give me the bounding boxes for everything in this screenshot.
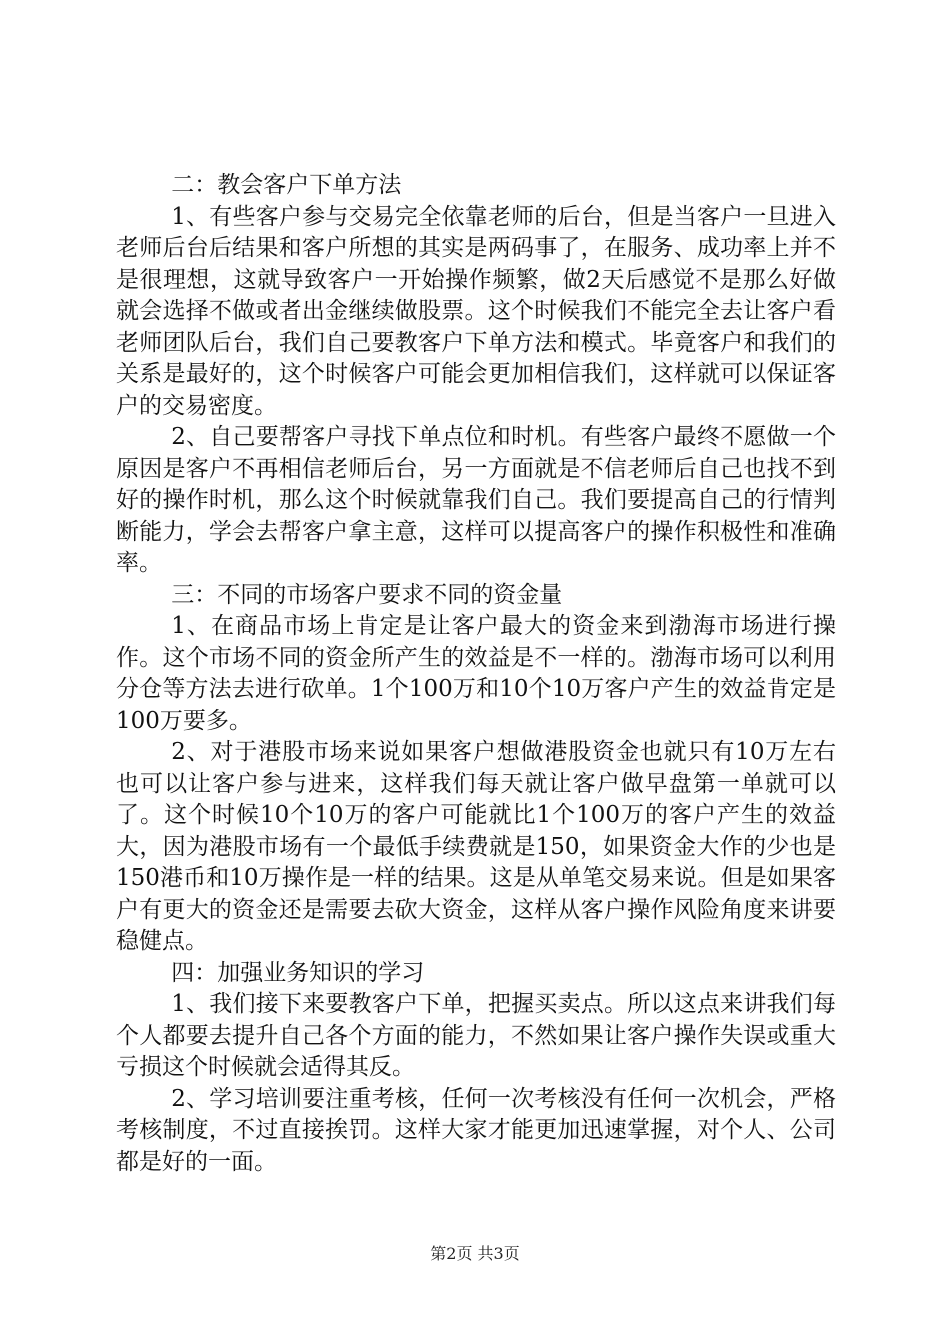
document-body: [116, 170, 836, 1178]
page-footer: 第2页 共3页: [430, 1244, 520, 1263]
paragraph: 1、在商品市场上肯定是让客户最大的资金来到渤海市场进行操作。这个市场不同的资金所产生的效益是不一样的。渤海市场可以利用分仓等方法去进行砍单。1个100万和10个10万客户产生的效益肯定是100万要多。: [116, 613, 836, 734]
section-heading: 二：教会客户下单方法: [171, 172, 402, 198]
paragraph: 2、对于港股市场来说如果客户想做港股资金也就只有10万左右也可以让客户参与进来，这样我们每天就让客户做早盘第一单就可以了。这个时候10个10万的客户可能就比1个100万的客户产生的效益大，因为港股市场有一个最低手续费就是150，如果资金大作的少也是150港币和10万操作是一样的结果。这是从单笔交易来说。但是如果客户有更大的资金还是需要去砍大资金，这样从客户操作风险角度来讲要稳健点。: [116, 739, 836, 954]
paragraph: 2、自己要帮客户寻找下单点位和时机。有些客户最终不愿做一个原因是客户不再相信老师后台，另一方面就是不信老师后自己也找不到好的操作时机，那么这个时候就靠我们自己。我们要提高自己的行情判断能力，学会去帮客户拿主意，这样可以提高客户的操作积极性和准确率。: [116, 424, 836, 576]
section-heading: 四：加强业务知识的学习: [171, 959, 425, 986]
paragraph: 2、学习培训要注重考核，任何一次考核没有任何一次机会，严格考核制度，不过直接挨罚。这样大家才能更加迅速掌握，对个人、公司都是好的一面。: [116, 1085, 836, 1175]
paragraph: 1、我们接下来要教客户下单，把握买卖点。所以这点来讲我们每个人都要去提升自己各个方面的能力，不然如果让客户操作失误或重大亏损这个时候就会适得其反。: [116, 991, 836, 1080]
section-heading: 三：不同的市场客户要求不同的资金量: [171, 581, 563, 608]
paragraph: 1、有些客户参与交易完全依靠老师的后台，但是当客户一旦进入老师后台后结果和客户所想的其实是两码事了，在服务、成功率上并不是很理想，这就导致客户一开始操作频繁，做2天后感觉不是那么好做就会选择不做或者出金继续做股票。这个时候我们不能完全去让客户看老师团队后台，我们自己要教客户下单方法和模式。毕竟客户和我们的关系是最好的，这个时候客户可能会更加相信我们，这样就可以保证客户的交易密度。: [116, 203, 836, 419]
